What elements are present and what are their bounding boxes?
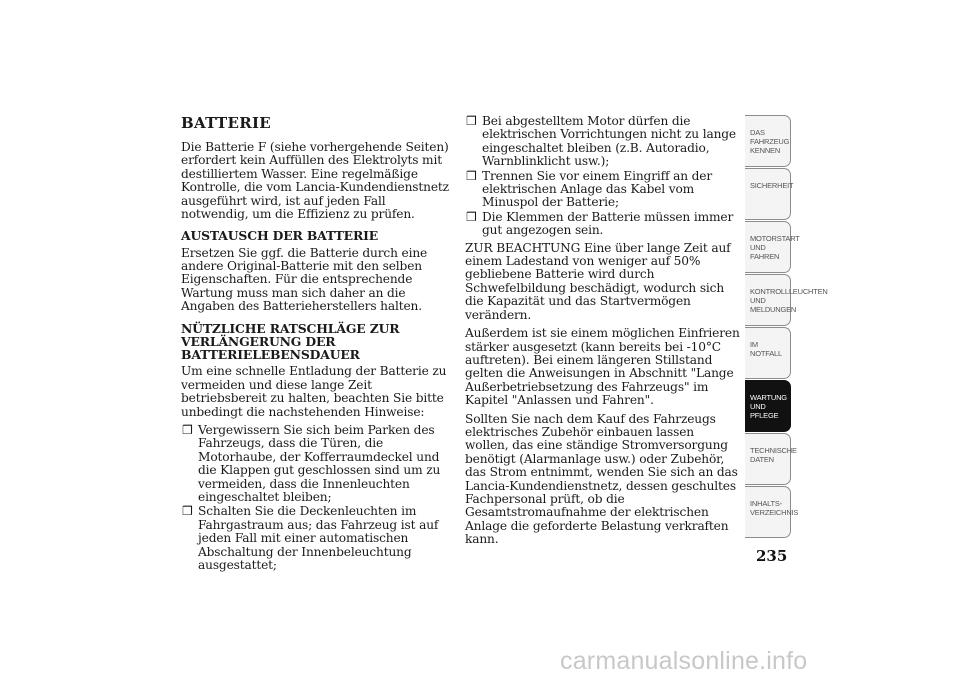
tab-sicherheit[interactable] — [745, 168, 794, 220]
right-bullet-list — [465, 115, 740, 238]
checkbox-bullet-icon: ❒ — [466, 209, 477, 224]
battery-tips-text: Um eine schnelle Entladung der Batterie zu vermeiden und diese lange Zeit betriebsbereit zu halten, beachten Sie bitte unbedingt die nachstehenden Hinweise: — [181, 364, 447, 419]
right-column — [465, 115, 740, 552]
list-item — [465, 115, 740, 169]
tab-inhaltsverzeichnis[interactable] — [745, 486, 799, 538]
section-title: BATTERIE — [181, 114, 272, 132]
tab-label: KONTROLLLEUCHTEN UND MELDUNGEN — [750, 287, 828, 314]
tab-label: INHALTS-VERZEICHNIS — [750, 499, 799, 517]
left-column — [181, 115, 451, 576]
checkbox-bullet-icon: ❒ — [182, 422, 193, 437]
bullet-text: Vergewissern Sie sich beim Parken des Fahrzeugs, dass die Türen, die Motorhaube, der Kofferraumdeckel und die Klappen gut geschlossen sind um zu vermeiden, dass die Innenleuchten eingeschaltet bleiben; — [198, 422, 441, 504]
bullet-text: Die Klemmen der Batterie müssen immer gut angezogen sein. — [482, 209, 734, 238]
checkbox-bullet-icon: ❒ — [466, 114, 477, 128]
watermark: carmanualsonline.info — [560, 647, 808, 675]
left-bullet-list — [181, 424, 451, 572]
note-paragraph: ZUR BEACHTUNG Eine über lange Zeit auf einem Ladestand von weniger auf 50% gebliebene Batterie wird durch Schwefelbildung beschädigt, wodurch sich die Kapazität und das Startvermögen verändern. — [465, 240, 731, 322]
tab-wartung-und-pflege[interactable] — [745, 380, 791, 432]
list-item — [181, 424, 451, 504]
tab-label: IM NOTFALL — [750, 340, 782, 358]
tab-label: TECHNISCHE DATEN — [750, 446, 797, 464]
accessories-paragraph: Sollten Sie nach dem Kauf des Fahrzeugs elektrisches Zubehör einbauen lassen wollen, das eine ständige Stromversorgung benötigt (Alarmanlage usw.) oder Zubehör, das Strom entnimmt, wenden Sie sich an das Lancia-Kundendienstnetz, dessen geschultes Fachpersonal prüft, ob die Gesamtstromaufnahme der elektrischen Anlage die geforderte Belastung verkraften kann. — [465, 411, 738, 547]
tab-das-fahrzeug-kennen[interactable] — [745, 115, 791, 167]
list-item — [465, 211, 740, 238]
list-item — [465, 170, 740, 210]
chapter-tabs — [745, 115, 828, 539]
intro-paragraph: Die Batterie F (siehe vorhergehende Seiten) erfordert kein Auffüllen des Elektrolyts mit destilliertem Wasser. Eine regelmäßige Kontrolle, die vom Lancia-Kundendienstnetz ausgeführt wird, ist auf jeden Fall notwendig, um die Effizienz zu prüfen. — [181, 140, 449, 222]
freezing-paragraph: Außerdem ist sie einem möglichen Einfrieren stärker ausgesetzt (kann bereits bei -10°C auftreten). Bei einem längeren Stillstand gelten die Anweisungen in Abschnitt "Lange Außerbetriebsetzung des Fahrzeugs" im Kapitel "Anlassen und Fahren". — [465, 326, 740, 408]
page-number: 235 — [756, 547, 788, 565]
battery-tips-heading: NÜTZLICHE RATSCHLÄGE ZUR VERLÄNGERUNG DER BATTERIELEBENSDAUER — [181, 320, 400, 363]
tab-label: MOTORSTART UND FAHREN — [750, 234, 800, 261]
checkbox-bullet-icon: ❒ — [182, 504, 193, 519]
bullet-text: Schalten Sie die Deckenleuchten im Fahrgastraum aus; das Fahrzeug ist auf jeden Fall mit einer automatischen Abschaltung der Innenbeleuchtung ausgestattet; — [198, 504, 439, 572]
battery-replacement-heading: AUSTAUSCH DER BATTERIE — [181, 228, 379, 244]
bullet-text: Bei abgestelltem Motor dürfen die elektrischen Vorrichtungen nicht zu lange eingeschaltet bleiben (z.B. Autoradio, Warnblinklicht usw.); — [482, 114, 736, 169]
tab-label: SICHERHEIT — [750, 181, 794, 190]
checkbox-bullet-icon: ❒ — [466, 168, 477, 183]
bullet-text: Trennen Sie vor einem Eingriff an der elektrischen Anlage das Kabel vom Minuspol der Batterie; — [482, 168, 713, 210]
tab-kontrollleuchten[interactable] — [745, 274, 828, 326]
list-item — [181, 505, 451, 572]
tab-label: DAS FAHRZEUG KENNEN — [750, 128, 790, 155]
battery-replacement-text: Ersetzen Sie ggf. die Batterie durch eine andere Original-Batterie mit den selben Eigenschaften. Für die entsprechende Wartung muss man sich daher an die Angaben des Batterieherstellers halten. — [181, 245, 428, 314]
tab-im-notfall[interactable] — [745, 327, 791, 379]
tab-motorstart-und-fahren[interactable] — [745, 221, 800, 273]
tab-technische-daten[interactable] — [745, 433, 797, 485]
tab-label: WARTUNG UND PFLEGE — [750, 393, 787, 420]
